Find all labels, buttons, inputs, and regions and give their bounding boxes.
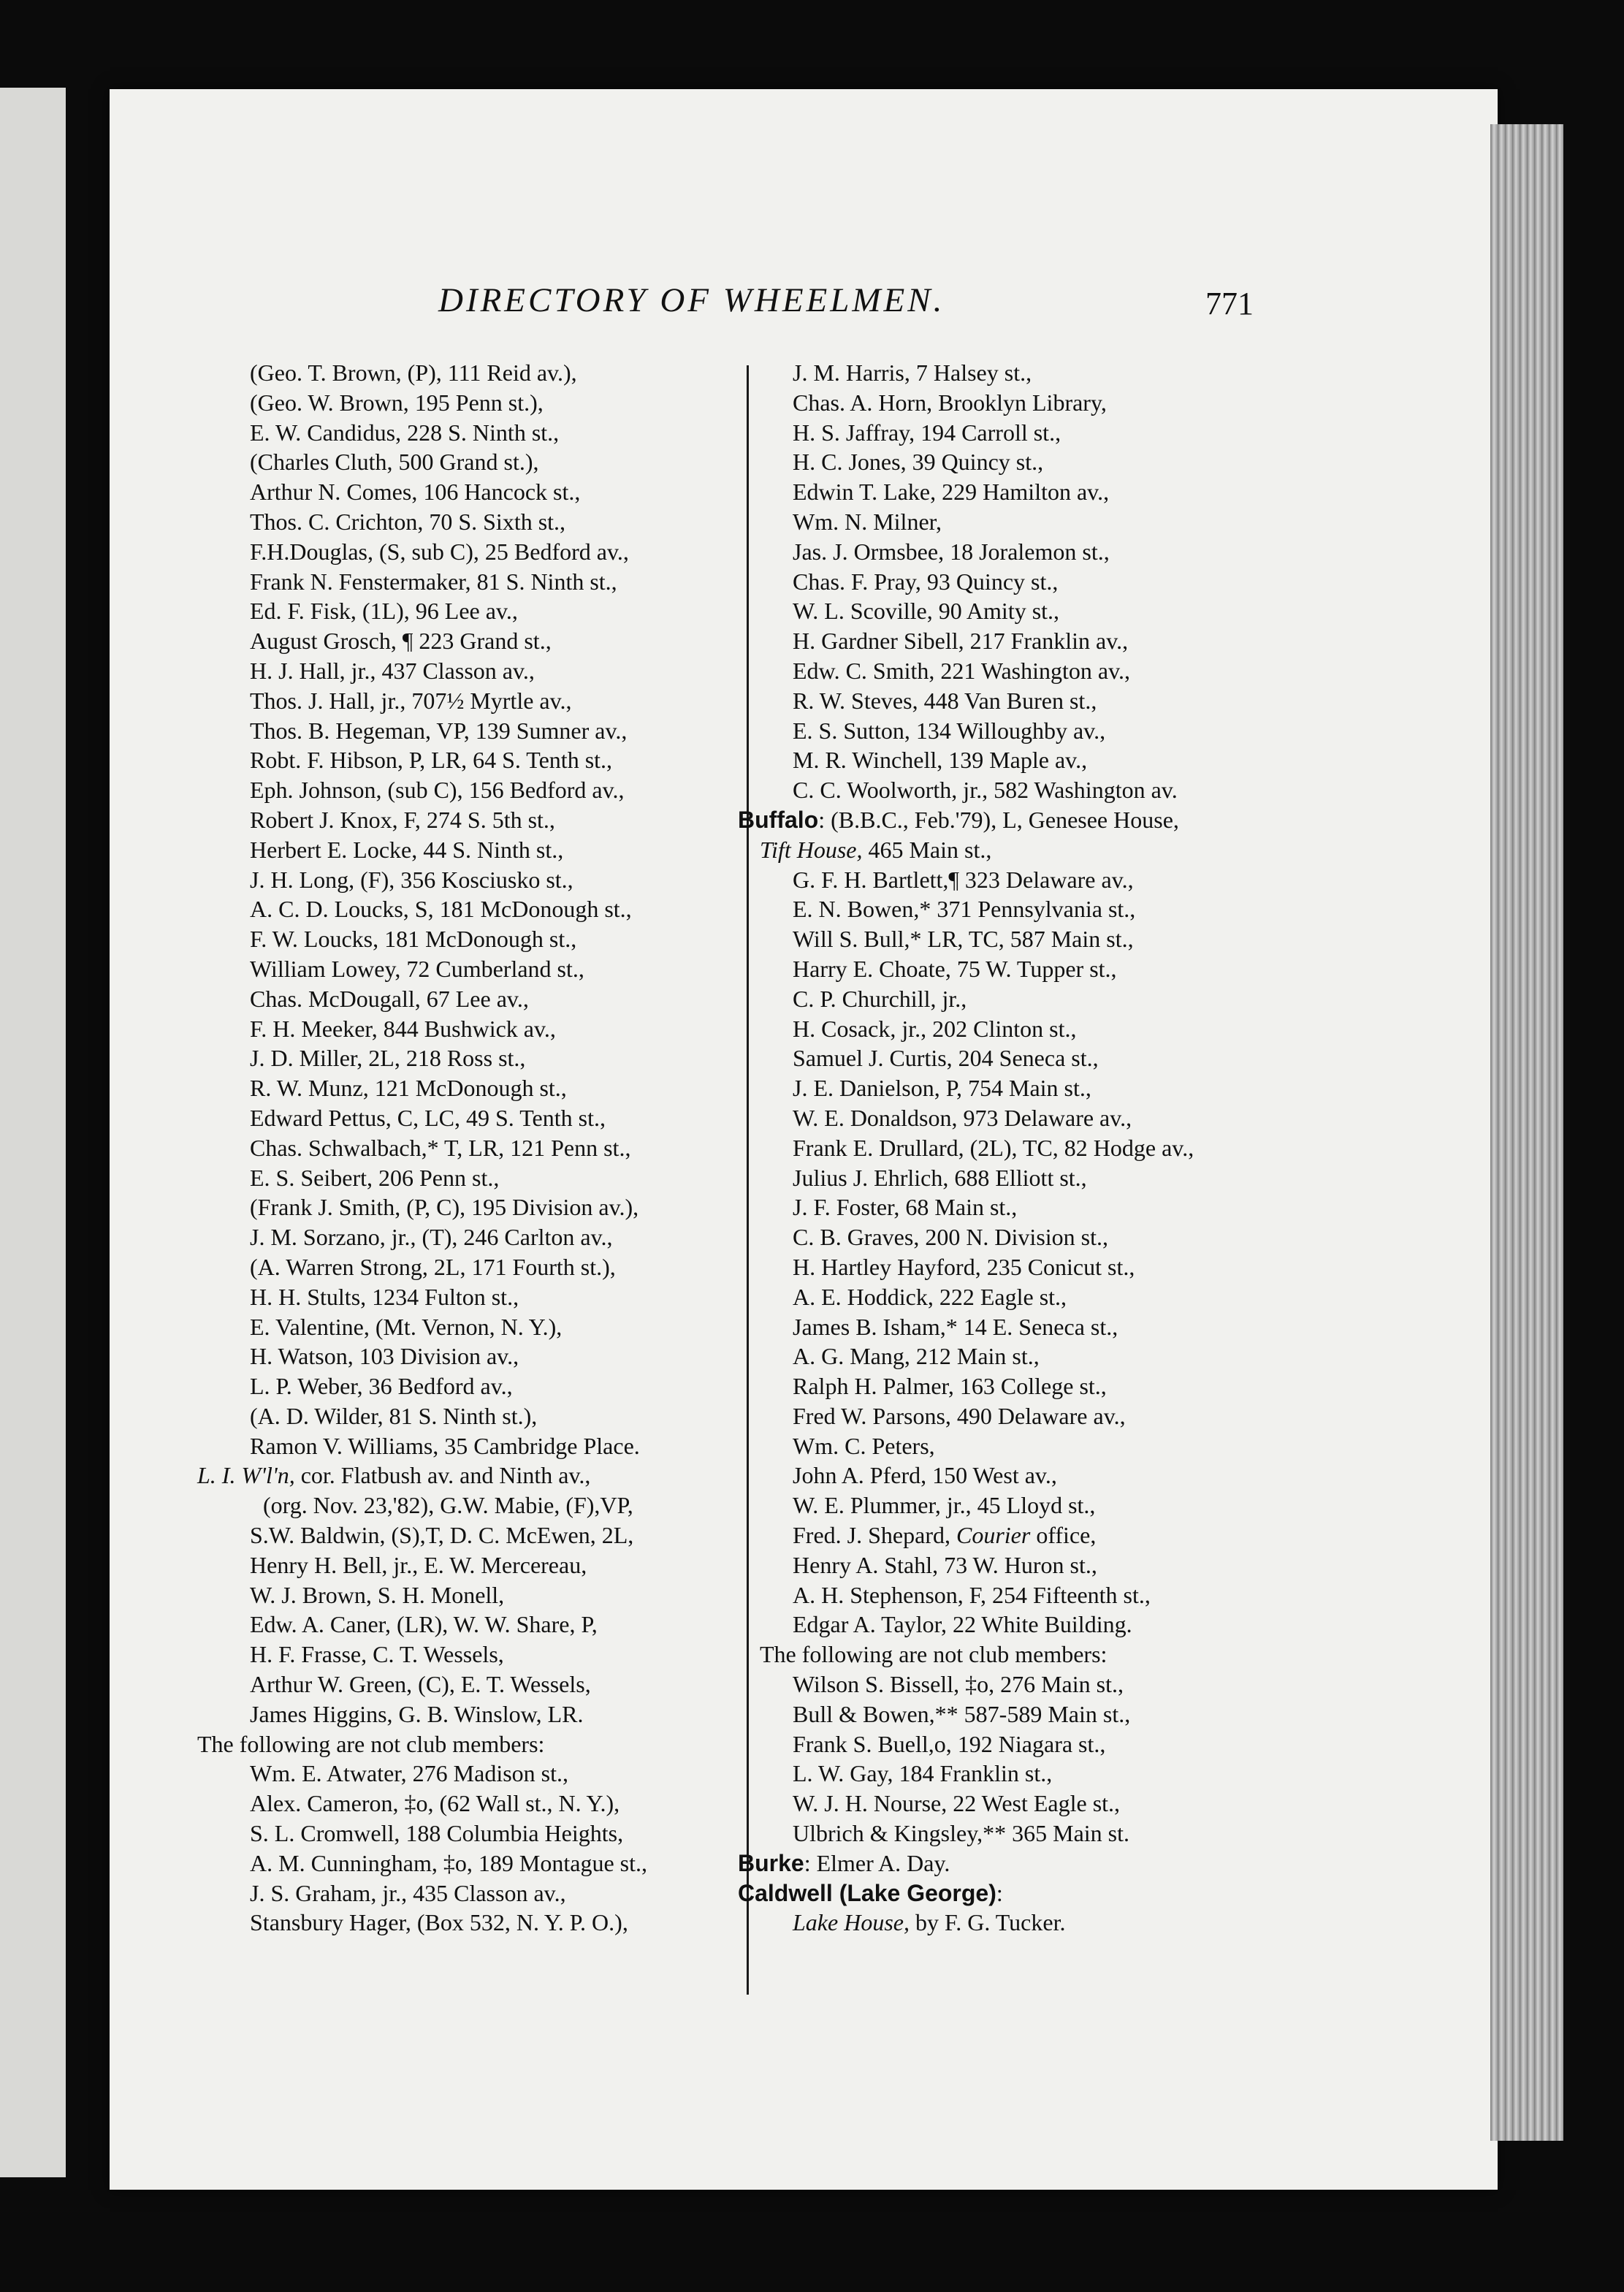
- directory-entry: A. G. Mang, 212 Main st.,: [793, 1343, 1040, 1370]
- directory-entry: J. E. Danielson, P, 754 Main st.,: [793, 1075, 1091, 1102]
- directory-entry: C. C. Woolworth, jr., 582 Washington av.: [793, 777, 1178, 804]
- directory-entry: Edward Pettus, C, LC, 49 S. Tenth st.,: [250, 1104, 606, 1131]
- directory-entry: Edwin T. Lake, 229 Hamilton av.,: [793, 479, 1110, 506]
- directory-entry: Will S. Bull,* LR, TC, 587 Main st.,: [793, 926, 1134, 953]
- directory-entry: (Charles Cluth, 500 Grand st.),: [250, 449, 539, 476]
- directory-entry: F.H.Douglas, (S, sub C), 25 Bedford av.,: [250, 538, 629, 565]
- directory-entry: (Geo. T. Brown, (P), 111 Reid av.),: [250, 359, 577, 386]
- directory-entry: W. J. Brown, S. H. Monell,: [250, 1581, 505, 1608]
- directory-entry: Henry A. Stahl, 73 W. Huron st.,: [793, 1551, 1097, 1578]
- directory-entry: E. N. Bowen,* 371 Pennsylvania st.,: [793, 896, 1136, 923]
- facing-page-edge: [0, 88, 66, 2177]
- hotel-name: Tift House,: [760, 836, 863, 863]
- directory-entry: Thos. C. Crichton, 70 S. Sixth st.,: [250, 508, 566, 535]
- directory-entry: Eph. Johnson, (sub C), 156 Bedford av.,: [250, 777, 625, 804]
- city-name: Burke: [738, 1849, 804, 1876]
- section-note: The following are not club members:: [760, 1641, 1108, 1668]
- directory-entry: Chas. McDougall, 67 Lee av.,: [250, 985, 529, 1012]
- directory-entry: Robert J. Knox, F, 274 S. 5th st.,: [250, 806, 555, 833]
- hotel-name: Lake House,: [793, 1909, 910, 1936]
- directory-entry: H. H. Stults, 1234 Fulton st.,: [250, 1283, 519, 1310]
- directory-entry: William Lowey, 72 Cumberland st.,: [250, 955, 584, 982]
- city-name: Buffalo: [738, 806, 819, 833]
- directory-entry: Samuel J. Curtis, 204 Seneca st.,: [793, 1045, 1099, 1072]
- directory-entry: L. W. Gay, 184 Franklin st.,: [793, 1760, 1053, 1787]
- directory-entry: Ralph H. Palmer, 163 College st.,: [793, 1373, 1107, 1400]
- page-header: [0, 272, 1490, 330]
- right-column: [738, 358, 1278, 1938]
- directory-entry: August Grosch, ¶ 223 Grand st.,: [250, 628, 552, 655]
- city-details: :: [996, 1879, 1003, 1906]
- directory-entry: E. W. Candidus, 228 S. Ninth st.,: [250, 419, 560, 446]
- directory-entry: Robt. F. Hibson, P, LR, 64 S. Tenth st.,: [250, 747, 613, 774]
- directory-entry: [738, 1520, 1278, 1550]
- entry-text: office,: [1030, 1522, 1097, 1549]
- directory-entry: (A. D. Wilder, 81 S. Ninth st.),: [250, 1402, 538, 1429]
- directory-entry: W. J. H. Nourse, 22 West Eagle st.,: [793, 1790, 1121, 1817]
- directory-entry: A. H. Stephenson, F, 254 Fifteenth st.,: [793, 1581, 1151, 1608]
- directory-entry: Alex. Cameron, ‡o, (62 Wall st., N. Y.),: [250, 1790, 620, 1817]
- page-stack-edge: [1490, 124, 1563, 2141]
- directory-entry: E. S. Sutton, 134 Willoughby av.,: [793, 717, 1106, 744]
- left-column: [197, 358, 738, 1938]
- directory-entry: Chas. A. Horn, Brooklyn Library,: [793, 389, 1107, 416]
- directory-entry: (Geo. W. Brown, 195 Penn st.),: [250, 389, 544, 416]
- directory-entry: Wm. C. Peters,: [793, 1432, 935, 1459]
- directory-entry: Frank S. Buell,o, 192 Niagara st.,: [793, 1730, 1106, 1757]
- directory-entry: W. E. Plummer, jr., 45 Lloyd st.,: [793, 1492, 1096, 1519]
- directory-entry: R. W. Steves, 448 Van Buren st.,: [793, 687, 1097, 714]
- directory-entry: H. S. Jaffray, 194 Carroll st.,: [793, 419, 1061, 446]
- directory-entry: Edgar A. Taylor, 22 White Building.: [793, 1611, 1132, 1638]
- city-heading: [738, 1849, 1278, 1878]
- directory-entry: A. M. Cunningham, ‡o, 189 Montague st.,: [250, 1849, 647, 1876]
- directory-entry: Thos. B. Hegeman, VP, 139 Sumner av.,: [250, 717, 628, 744]
- city-details: : Elmer A. Day.: [804, 1849, 950, 1876]
- directory-entry: The following are not club members:: [197, 1730, 545, 1757]
- directory-entry: H. Watson, 103 Division av.,: [250, 1343, 519, 1370]
- directory-entry: S. L. Cromwell, 188 Columbia Heights,: [250, 1820, 624, 1847]
- club-name: L. I. W'l'n,: [197, 1462, 295, 1489]
- directory-entry: H. Hartley Hayford, 235 Conicut st.,: [793, 1253, 1135, 1280]
- directory-entry: J. D. Miller, 2L, 218 Ross st.,: [250, 1045, 526, 1072]
- directory-entry: Edw. A. Caner, (LR), W. W. Share, P,: [250, 1611, 598, 1638]
- directory-entry: Ulbrich & Kingsley,** 365 Main st.: [793, 1820, 1129, 1847]
- directory-entry: J. H. Long, (F), 356 Kosciusko st.,: [250, 866, 573, 893]
- directory-entry: (Frank J. Smith, (P, C), 195 Division av.),: [250, 1194, 639, 1221]
- directory-entry: J. M. Harris, 7 Halsey st.,: [793, 359, 1032, 386]
- city-details: : (B.B.C., Feb.'79), L, Genesee House,: [818, 806, 1179, 833]
- directory-entry: Fred W. Parsons, 490 Delaware av.,: [793, 1402, 1126, 1429]
- directory-entry: H. Cosack, jr., 202 Clinton st.,: [793, 1015, 1077, 1042]
- directory-entry: Thos. J. Hall, jr., 707½ Myrtle av.,: [250, 687, 572, 714]
- directory-entry: James Higgins, G. B. Winslow, LR.: [250, 1700, 584, 1727]
- directory-entry: John A. Pferd, 150 West av.,: [793, 1462, 1057, 1489]
- directory-entry: F. W. Loucks, 181 McDonough st.,: [250, 926, 577, 953]
- entry-text: cor. Flatbush av. and Ninth av.,: [294, 1462, 591, 1489]
- directory-entry: J. S. Graham, jr., 435 Classon av.,: [250, 1879, 566, 1906]
- entry-text: by F. G. Tucker.: [909, 1909, 1066, 1936]
- city-heading: [738, 805, 1278, 835]
- directory-entry: C. P. Churchill, jr.,: [793, 985, 967, 1012]
- directory-entry: Arthur W. Green, (C), E. T. Wessels,: [250, 1671, 591, 1698]
- directory-entry: Ed. F. Fisk, (1L), 96 Lee av.,: [250, 598, 518, 625]
- directory-entry: Bull & Bowen,** 587-589 Main st.,: [793, 1700, 1131, 1727]
- directory-entry: G. F. H. Bartlett,¶ 323 Delaware av.,: [793, 866, 1134, 893]
- directory-entry: A. E. Hoddick, 222 Eagle st.,: [793, 1283, 1067, 1310]
- directory-entry: W. L. Scoville, 90 Amity st.,: [793, 598, 1060, 625]
- entry-text: Fred. J. Shepard,: [793, 1522, 956, 1549]
- directory-entry: J. F. Foster, 68 Main st.,: [793, 1194, 1018, 1221]
- directory-entry: R. W. Munz, 121 McDonough st.,: [250, 1075, 567, 1102]
- directory-entry: Chas. Schwalbach,* T, LR, 121 Penn st.,: [250, 1134, 631, 1161]
- entry-text: 465 Main st.,: [862, 836, 992, 863]
- directory-entry: (A. Warren Strong, 2L, 171 Fourth st.),: [250, 1253, 616, 1280]
- directory-entry: H. C. Jones, 39 Quincy st.,: [793, 449, 1044, 476]
- directory-entry: James B. Isham,* 14 E. Seneca st.,: [793, 1313, 1118, 1340]
- directory-entry: Julius J. Ehrlich, 688 Elliott st.,: [793, 1164, 1087, 1191]
- directory-entry: E. Valentine, (Mt. Vernon, N. Y.),: [250, 1313, 563, 1340]
- directory-entry: Chas. F. Pray, 93 Quincy st.,: [793, 568, 1059, 595]
- page-number: 771: [1205, 286, 1254, 321]
- directory-entry: Wm. N. Milner,: [793, 508, 942, 535]
- directory-entry: C. B. Graves, 200 N. Division st.,: [793, 1224, 1108, 1251]
- directory-entry: Frank N. Fenstermaker, 81 S. Ninth st.,: [250, 568, 617, 595]
- directory-entry: Henry H. Bell, jr., E. W. Mercereau,: [250, 1551, 587, 1578]
- directory-entry: H. J. Hall, jr., 437 Classon av.,: [250, 657, 535, 684]
- directory-entry: H. Gardner Sibell, 217 Franklin av.,: [793, 628, 1129, 655]
- directory-entry: Edw. C. Smith, 221 Washington av.,: [793, 657, 1131, 684]
- directory-entry: H. F. Frasse, C. T. Wessels,: [250, 1641, 504, 1668]
- directory-entry: Wm. E. Atwater, 276 Madison st.,: [250, 1760, 568, 1787]
- directory-entry: A. C. D. Loucks, S, 181 McDonough st.,: [250, 896, 632, 923]
- directory-entry: F. H. Meeker, 844 Bushwick av.,: [250, 1015, 556, 1042]
- directory-entry: Frank E. Drullard, (2L), TC, 82 Hodge av.,: [793, 1134, 1194, 1161]
- directory-entry: Wilson S. Bissell, ‡o, 276 Main st.,: [793, 1671, 1124, 1698]
- directory-entry: Jas. J. Ormsbee, 18 Joralemon st.,: [793, 538, 1110, 565]
- directory-entry: [738, 1908, 1278, 1938]
- directory-entry: [738, 835, 1278, 865]
- directory-entry: W. E. Donaldson, 973 Delaware av.,: [793, 1104, 1132, 1131]
- directory-entry: L. P. Weber, 36 Bedford av.,: [250, 1373, 513, 1400]
- page-title: DIRECTORY OF WHEELMEN.: [438, 281, 945, 319]
- directory-entry: Ramon V. Williams, 35 Cambridge Place.: [250, 1432, 640, 1459]
- directory-entry: S.W. Baldwin, (S),T, D. C. McEwen, 2L,: [250, 1522, 634, 1549]
- directory-entry: Arthur N. Comes, 106 Hancock st.,: [250, 479, 581, 506]
- city-heading: [738, 1878, 1278, 1908]
- directory-entry: (org. Nov. 23,'82), G.W. Mabie, (F),VP,: [263, 1492, 633, 1519]
- directory-entry: J. M. Sorzano, jr., (T), 246 Carlton av.,: [250, 1224, 613, 1251]
- directory-entry: M. R. Winchell, 139 Maple av.,: [793, 747, 1088, 774]
- directory-entry: Harry E. Choate, 75 W. Tupper st.,: [793, 955, 1117, 982]
- directory-entry: [197, 1461, 738, 1490]
- newspaper-name: Courier: [956, 1522, 1031, 1549]
- directory-entry: E. S. Seibert, 206 Penn st.,: [250, 1164, 500, 1191]
- city-name: Caldwell (Lake George): [738, 1879, 996, 1906]
- directory-entry: Herbert E. Locke, 44 S. Ninth st.,: [250, 836, 564, 863]
- directory-entry: Stansbury Hager, (Box 532, N. Y. P. O.),: [250, 1909, 628, 1936]
